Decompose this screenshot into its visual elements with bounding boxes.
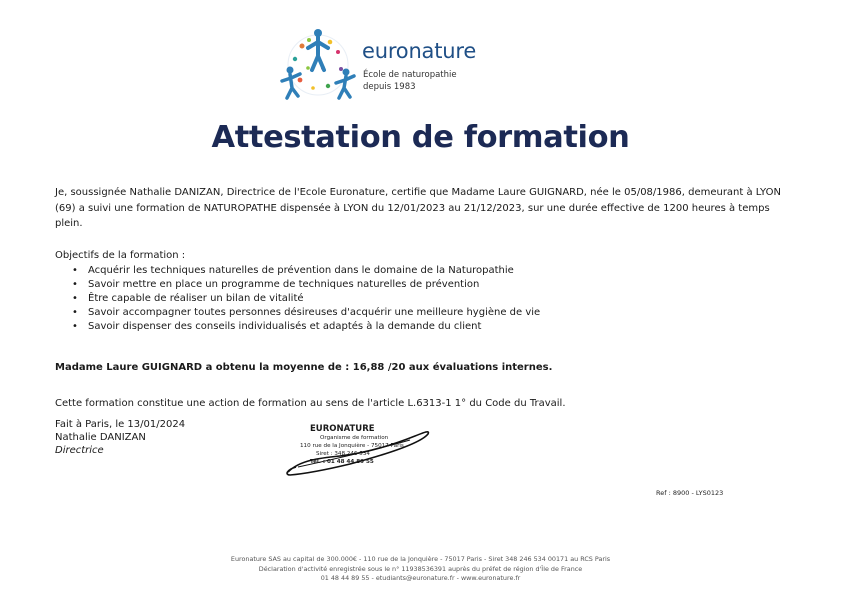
- brand-tagline: [363, 69, 457, 93]
- objective-item: • Savoir mettre en place un programme de techniques naturelles de prévention: [72, 278, 540, 292]
- stamp-line-3: Siret : 348 246 534: [316, 451, 370, 457]
- brand-name: euronature: [362, 39, 477, 63]
- legal-statement: Cette formation constitue une action de formation au sens de l'article L.6313-1 1° du Code du Travail.: [55, 398, 566, 409]
- footer: [0, 555, 841, 584]
- stamp-line-4: Tél. : 01 48 44 89 55: [310, 459, 374, 465]
- reference-number: Ref : 8900 - LYS0123: [656, 489, 724, 497]
- tagline-line-2: depuis 1983: [363, 82, 416, 92]
- stamp-line-1: Organisme de formation: [320, 435, 389, 441]
- document-title: Attestation de formation: [211, 120, 630, 155]
- objective-item: • Être capable de réaliser un bilan de vitalité: [72, 292, 540, 306]
- people-circle-logo-icon: [278, 26, 358, 104]
- certification-paragraph: Je, soussignée Nathalie DANIZAN, Directrice de l'Ecole Euronature, certifie que Madame Laure GUIGNARD, née le 05/08/1986, demeurant à LYON (69) a suivi une formation de NATUROPATHE dispensée à LYON du 12/01/2023 au 21/12/2023, sur une durée effective de 1200 heures à temps plein.: [55, 187, 781, 229]
- objectives-heading: Objectifs de la formation :: [55, 250, 186, 261]
- signatory-role: Directrice: [55, 445, 104, 456]
- signature-block: [55, 418, 185, 457]
- grade-statement: Madame Laure GUIGNARD a obtenu la moyenne de : 16,88 /20 aux évaluations internes.: [55, 362, 553, 373]
- company-stamp: [280, 420, 440, 480]
- footer-line-2: Déclaration d'activité enregistrée sous le n° 11938536391 auprès du préfet de région d'Île de France: [258, 564, 583, 573]
- tagline-line-1: École de naturopathie: [363, 70, 457, 80]
- stamp-line-2: 110 rue de la Jonquière - 75017 Paris: [300, 443, 404, 449]
- objective-item: • Savoir dispenser des conseils individualisés et adaptés à la demande du client: [72, 320, 540, 334]
- signatory-name: Nathalie DANIZAN: [55, 432, 146, 443]
- objective-item: • Acquérir les techniques naturelles de prévention dans le domaine de la Naturopathie: [72, 264, 540, 278]
- objectives-list: [72, 264, 540, 334]
- place-date: Fait à Paris, le 13/01/2024: [55, 419, 186, 430]
- handwritten-signature: [280, 420, 440, 480]
- footer-line-1: Euronature SAS au capital de 300.000€ - 110 rue de la Jonquière - 75017 Paris - Siret 348 246 534 00171 au RCS Paris: [230, 555, 611, 563]
- stamp-name: EURONATURE: [310, 424, 375, 434]
- footer-line-3: 01 48 44 89 55 - etudiants@euronature.fr - www.euronature.fr: [320, 574, 521, 582]
- objective-item: • Savoir accompagner toutes personnes désireuses d'acquérir une meilleure hygiène de vie: [72, 306, 540, 320]
- euronature-logo: [278, 26, 508, 104]
